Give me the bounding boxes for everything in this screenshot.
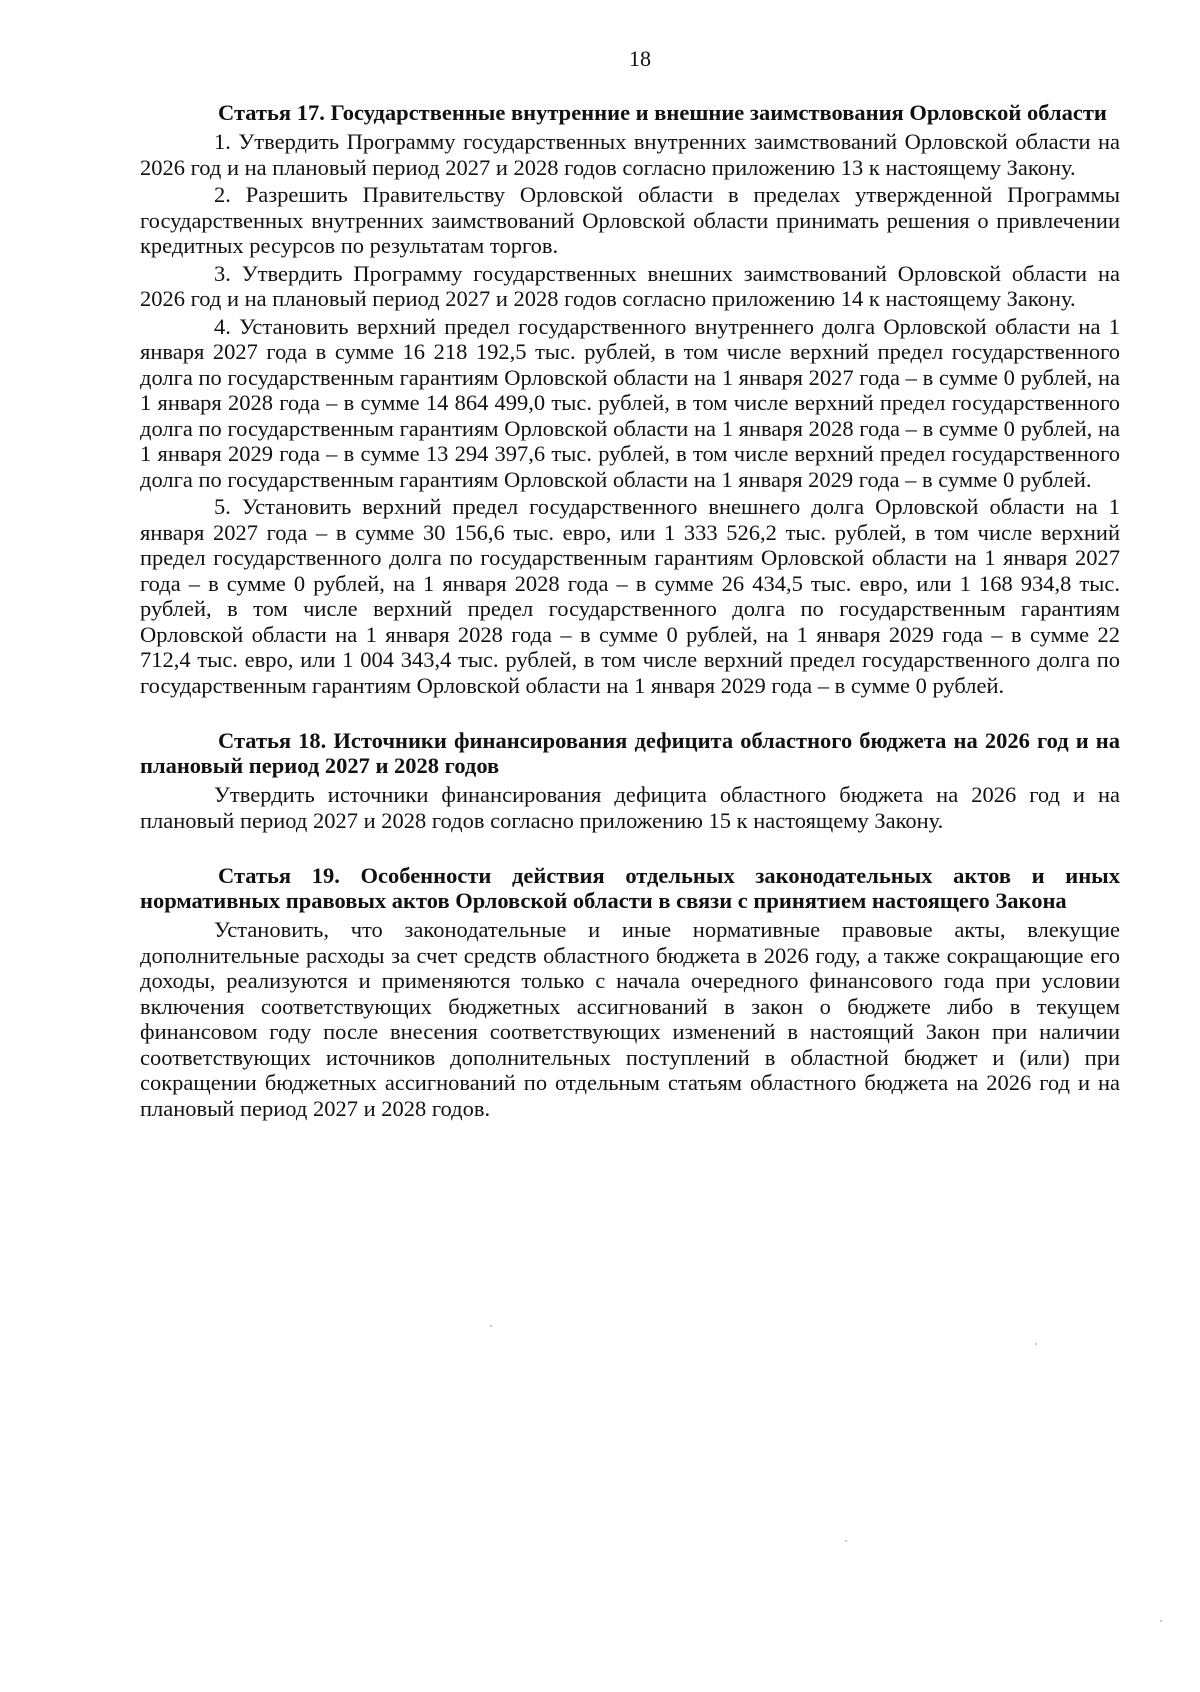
article-17-paragraph-1: 1. Утвердить Программу государственных внутренних заимствований Орловской области на 2026 год и на плановый период 2027 и 2028 годов согласно приложению 13 к настоящему Закону. <box>140 129 1120 180</box>
article-17-paragraph-2: 2. Разрешить Правительству Орловской области в пределах утвержденной Программы государственных внутренних заимствований Орловской области принимать решения о привлечении кредитных ресурсов по результатам торгов. <box>140 182 1120 258</box>
document-body <box>140 100 1120 1123</box>
scan-speck <box>490 1325 492 1327</box>
article-19-heading: Статья 19. Особенности действия отдельных законодательных актов и иных нормативных правовых актов Орловской области в связи с принятием настоящего Закона <box>140 863 1120 913</box>
scan-speck <box>1160 1620 1162 1622</box>
article-18 <box>140 728 1120 833</box>
article-18-paragraph-1: Утвердить источники финансирования дефицита областного бюджета на 2026 год и на плановый период 2027 и 2028 годов согласно приложению 15 к настоящему Закону. <box>140 782 1120 833</box>
article-19-paragraph-1: Установить, что законодательные и иные нормативные правовые акты, влекущие дополнительные расходы за счет средств областного бюджета в 2026 году, а также сокращающие его доходы, реализуются и применяются только с начала очередного финансового года при условии включения соответствующих бюджетных ассигнований в закон о бюджете либо в текущем финансовом году после внесения соответствующих изменений в настоящий Закон при наличии соответствующих источников дополнительных поступлений в областной бюджет и (или) при сокращении бюджетных ассигнований по отдельным статьям областного бюджета на 2026 год и на плановый период 2027 и 2028 годов. <box>140 917 1120 1121</box>
scan-speck <box>845 1540 847 1542</box>
article-19 <box>140 863 1120 1121</box>
scan-speck <box>1035 1343 1037 1345</box>
article-17-paragraph-4: 4. Установить верхний предел государственного внутреннего долга Орловской области на 1 января 2027 года в сумме 16 218 192,5 тыс. рублей, в том числе верхний предел государственного долга по государственным гарантиям Орловской области на 1 января 2027 года – в сумме 0 рублей, на 1 января 2028 года – в сумме 14 864 499,0 тыс. рублей, в том числе верхний предел государственного долга по государственным гарантиям Орловской области на 1 января 2028 года – в сумме 0 рублей, на 1 января 2029 года – в сумме 13 294 397,6 тыс. рублей, в том числе верхний предел государственного долга по государственным гарантиям Орловской области на 1 января 2029 года – в сумме 0 рублей. <box>140 313 1120 492</box>
article-17-paragraph-3: 3. Утвердить Программу государственных внешних заимствований Орловской области на 2026 год и на плановый период 2027 и 2028 годов согласно приложению 14 к настоящему Закону. <box>140 260 1120 311</box>
article-18-heading: Статья 18. Источники финансирования дефицита областного бюджета на 2026 год и на плановый период 2027 и 2028 годов <box>140 728 1120 778</box>
article-17-heading: Статья 17. Государственные внутренние и внешние заимствования Орловской области <box>218 100 1107 125</box>
page-number: 18 <box>629 46 651 71</box>
article-17 <box>140 100 1120 698</box>
article-17-paragraph-5: 5. Установить верхний предел государственного внешнего долга Орловской области на 1 января 2027 года – в сумме 30 156,6 тыс. евро, или 1 333 526,2 тыс. рублей, в том числе верхний предел государственного долга по государственным гарантиям Орловской области на 1 января 2027 года – в сумме 0 рублей, на 1 января 2028 года – в сумме 26 434,5 тыс. евро, или 1 168 934,8 тыс. рублей, в том числе верхний предел государственного долга по государственным гарантиям Орловской области на 1 января 2028 года – в сумме 0 рублей, на 1 января 2029 года – в сумме 22 712,4 тыс. евро, или 1 004 343,4 тыс. рублей, в том числе верхний предел государственного долга по государственным гарантиям Орловской области на 1 января 2029 года – в сумме 0 рублей. <box>140 494 1120 698</box>
